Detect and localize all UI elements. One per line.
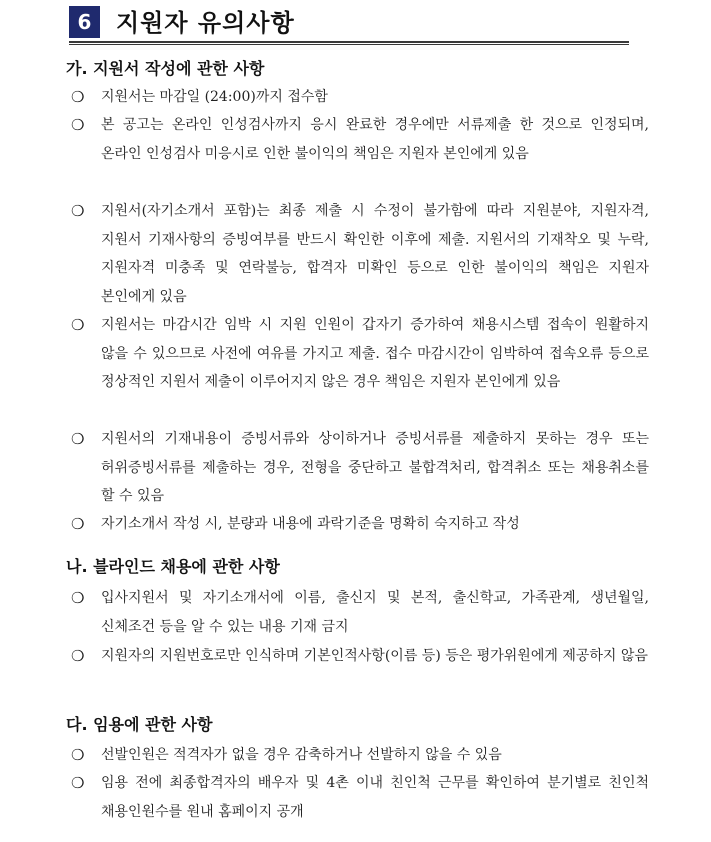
header-rule-thin xyxy=(69,44,629,45)
list-item-text: 자기소개서 작성 시, 분량과 내용에 과락기준을 명확히 숙지하고 작성 xyxy=(101,516,520,532)
header-rule xyxy=(69,41,629,43)
circle-bullet-icon: ❍ xyxy=(71,116,85,134)
circle-bullet-icon: ❍ xyxy=(71,746,85,764)
circle-bullet-icon: ❍ xyxy=(71,88,85,106)
subsection-heading-na: 나. 블라인드 채용에 관한 사항 xyxy=(66,557,280,576)
list-item-text: 지원서의 기재내용이 증빙서류와 상이하거나 증빙서류를 제출하지 못하는 경우 또는 허위증빙서류를 제출하는 경우, 전형을 중단하고 불합격처리, 합격취소 또는 채용취소를 할 수 있음 xyxy=(101,431,649,504)
list-item-text: 입사지원서 및 자기소개서에 이름, 출신지 및 본적, 출신학교, 가족관계, 생년월일, 신체조건 등을 알 수 있는 내용 기재 금지 xyxy=(101,590,649,635)
list-item-text: 지원서(자기소개서 포함)는 최종 제출 시 수정이 불가함에 따라 지원분야, 지원자격, 지원서 기재사항의 증빙여부를 반드시 확인한 이후에 제출. 지원서의 기재착오 및 누락, 지원자격 미충족 및 연락불능, 합격자 미확인 등으로 인한 불이익의 책임은 지원자 본인에게 있음 xyxy=(101,203,649,305)
circle-bullet-icon: ❍ xyxy=(71,589,85,607)
circle-bullet-icon: ❍ xyxy=(71,647,85,665)
list-item-text: 임용 전에 최종합격자의 배우자 및 4촌 이내 친인척 근무를 확인하여 분기별로 친인척 채용인원수를 원내 홈페이지 공개 xyxy=(101,775,649,820)
section-header xyxy=(69,6,629,40)
list-item-text: 본 공고는 온라인 인성검사까지 응시 완료한 경우에만 서류제출 한 것으로 인정되며, 온라인 인성검사 미응시로 인한 불이익의 책임은 지원자 본인에게 있음 xyxy=(101,117,649,162)
subsection-heading-da: 다. 임용에 관한 사항 xyxy=(66,715,213,734)
section-number-badge: 6 xyxy=(69,6,100,38)
circle-bullet-icon: ❍ xyxy=(71,430,85,448)
circle-bullet-icon: ❍ xyxy=(71,515,85,533)
list-item-text: 선발인원은 적격자가 없을 경우 감축하거나 선발하지 않을 수 있음 xyxy=(101,747,502,763)
list-item-text: 지원서는 마감일 (24:00)까지 접수함 xyxy=(101,89,328,105)
list-item-text: 지원자의 지원번호로만 인식하며 기본인적사항(이름 등) 등은 평가위원에게 제공하지 않음 xyxy=(101,648,648,664)
list-item-text: 지원서는 마감시간 임박 시 지원 인원이 갑자기 증가하여 채용시스템 접속이 원활하지 않을 수 있으므로 사전에 여유를 가지고 제출. 접수 마감시간이 임박하여 접속오류 등으로 정상적인 지원서 제출이 이루어지지 않은 경우 책임은 지원자 본인에게 있음 xyxy=(101,317,649,390)
circle-bullet-icon: ❍ xyxy=(71,202,85,220)
subsection-heading-ga: 가. 지원서 작성에 관한 사항 xyxy=(66,59,265,78)
circle-bullet-icon: ❍ xyxy=(71,774,85,792)
circle-bullet-icon: ❍ xyxy=(71,316,85,334)
section-title: 지원자 유의사항 xyxy=(116,9,295,37)
